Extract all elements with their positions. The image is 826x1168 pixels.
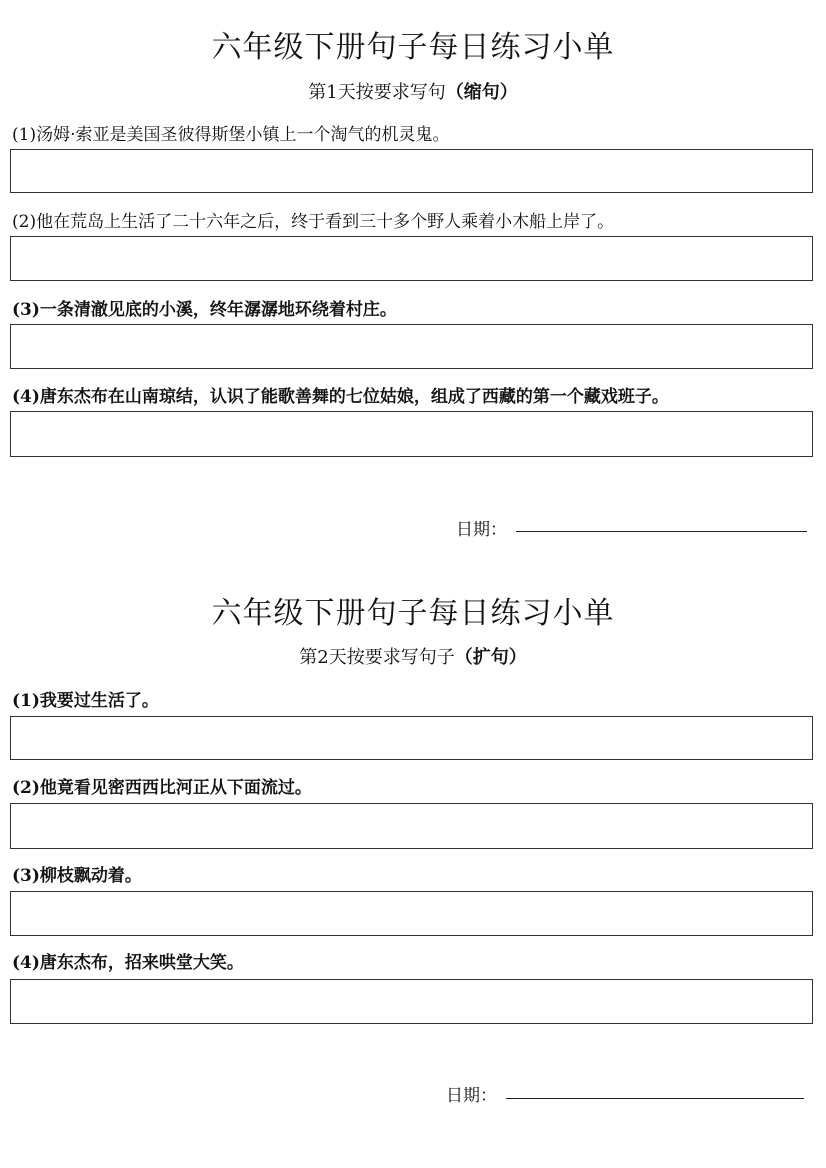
- date-label-day1: 日期：: [456, 520, 507, 540]
- question-1-3: (3)一条清澈见底的小溪，终年潺潺地环绕着村庄。: [12, 300, 397, 320]
- date-field-day2[interactable]: [506, 1098, 804, 1099]
- instruction-keyword: （扩句）: [454, 647, 527, 668]
- question-2-1: (1)我要过生活了。: [12, 691, 159, 711]
- question-1-4: (4)唐东杰布在山南琼结，认识了能歌善舞的七位姑娘，组成了西藏的第一个藏戏班子。: [12, 387, 669, 407]
- worksheet-title-day1: 六年级下册句子每日练习小单: [211, 30, 615, 65]
- date-label-day2: 日期：: [446, 1086, 497, 1106]
- instruction-keyword: （缩句）: [445, 82, 518, 103]
- question-2-3: (3)柳枝飘动着。: [12, 866, 142, 886]
- answer-box-1-3[interactable]: [10, 324, 813, 369]
- instruction-day2: [0, 643, 826, 669]
- instruction-day1: [0, 78, 826, 104]
- answer-box-1-1[interactable]: [10, 149, 813, 193]
- instruction-text: 第2天按要求写句子: [299, 647, 455, 668]
- answer-box-2-3[interactable]: [10, 891, 813, 936]
- answer-box-2-4[interactable]: [10, 979, 813, 1024]
- question-1-1: (1)汤姆·索亚是美国圣彼得斯堡小镇上一个淘气的机灵鬼。: [12, 125, 450, 145]
- worksheet-title-day2: 六年级下册句子每日练习小单: [211, 596, 615, 631]
- question-2-4: (4)唐东杰布，招来哄堂大笑。: [12, 953, 244, 973]
- question-2-2: (2)他竟看见密西西比河正从下面流过。: [12, 778, 312, 798]
- date-field-day1[interactable]: [516, 531, 807, 532]
- answer-box-1-4[interactable]: [10, 411, 813, 457]
- instruction-text: 第1天按要求写句: [308, 82, 446, 103]
- answer-box-2-2[interactable]: [10, 803, 813, 849]
- question-1-2: (2)他在荒岛上生活了二十六年之后，终于看到三十多个野人乘着小木船上岸了。: [12, 212, 615, 232]
- answer-box-2-1[interactable]: [10, 716, 813, 760]
- answer-box-1-2[interactable]: [10, 236, 813, 281]
